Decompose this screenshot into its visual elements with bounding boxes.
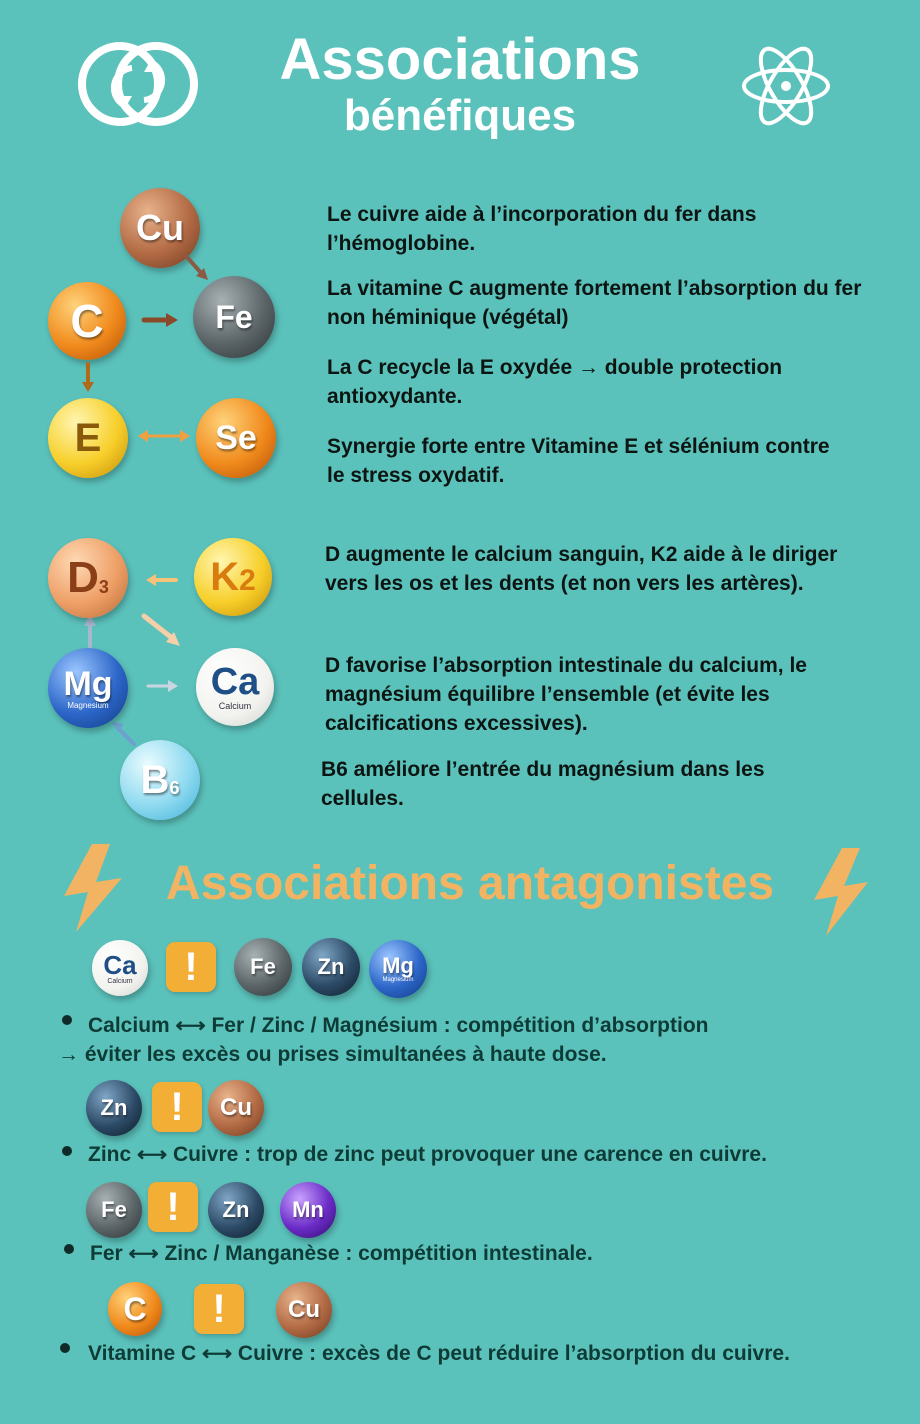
zn-symbol-small: Zn [317, 954, 345, 979]
mn-ball-row3 [280, 1182, 336, 1238]
arrow-d3-ca [144, 616, 172, 638]
fe-symbol: Fe [215, 298, 253, 335]
c-symbol: C [70, 295, 104, 347]
antagonist-title: Associations antagonistes [165, 857, 775, 910]
bullet-1 [62, 1015, 72, 1025]
vitamin-d3-ball [48, 538, 128, 618]
b6-subscript: 6 [169, 777, 180, 798]
cu-symbol: Cu [136, 207, 184, 248]
vitamin-b6-ball [120, 740, 200, 820]
ca-label: Calcium [218, 701, 252, 711]
d3-subscript: 3 [98, 576, 109, 597]
ca-symbol-small: Ca [103, 949, 137, 980]
mg-ball [48, 648, 128, 728]
ca-label-small: Calcium [107, 977, 133, 985]
warning-icon-row2: ! [152, 1082, 202, 1132]
antagonist-text-3: Fer ⟷ Zinc / Manganèse : compétition intestinale. [90, 1242, 593, 1265]
benefic-text-7: B6 améliore l’entrée du magnésium dans les cellules. [321, 758, 765, 810]
mg-label: Magnesium [67, 700, 109, 710]
vitamin-c-ball-row4 [108, 1282, 162, 1336]
antagonist-text-4: Vitamine C ⟷ Cuivre : excès de C peut réduire l’absorption du cuivre. [88, 1342, 790, 1365]
benefic-text-2: La vitamine C augmente fortement l’absorption du fer non héminique (végétal) [327, 277, 862, 329]
d3-symbol: D [67, 553, 99, 602]
e-symbol: E [74, 415, 102, 460]
zn-ball-small [302, 938, 360, 996]
fe-symbol-small: Fe [250, 954, 276, 979]
cu-ball-row2 [208, 1080, 264, 1136]
zn-ball-row3 [208, 1182, 264, 1238]
page-subtitle: bénéfiques [343, 91, 577, 140]
vitamin-k2-ball [194, 538, 272, 616]
mg-symbol: Mg [63, 664, 113, 703]
fe-symbol-row3: Fe [101, 1197, 127, 1222]
cu-ball-row4 [276, 1282, 332, 1338]
cu-symbol-row4: Cu [288, 1296, 320, 1323]
antagonist-text-1: Calcium ⟷ Fer / Zinc / Magnésium : compétition d’absorption [88, 1014, 709, 1037]
zn-ball-row2 [86, 1080, 142, 1136]
warning-icon-row4: ! [194, 1284, 244, 1334]
benefic-text-4: Synergie forte entre Vitamine E et sélénium contre le stress oxydatif. [327, 435, 830, 487]
benefic-text-1: Le cuivre aide à l’incorporation du fer dans l’hémoglobine. [327, 203, 757, 255]
warning-icon: ! [166, 942, 216, 992]
zn-symbol-row2: Zn [100, 1095, 128, 1120]
fe-ball-row3 [86, 1182, 142, 1238]
fe-ball-small [234, 938, 292, 996]
c-symbol-row4: C [123, 1290, 147, 1327]
ca-symbol: Ca [210, 661, 260, 703]
k2-symbol: K [210, 554, 240, 599]
mg-symbol-small: Mg [382, 953, 414, 978]
page-title: Associations [279, 27, 641, 92]
zn-symbol-row3: Zn [222, 1197, 250, 1222]
ca-ball [196, 648, 274, 726]
benefic-text-3: La C recycle la E oxydée → double protection antioxydante. [327, 356, 783, 408]
ca-ball-small [92, 940, 148, 996]
mg-label-small: Magnesium [382, 977, 414, 983]
warning-icon-row3: ! [148, 1182, 198, 1232]
arrow-b6-mg [118, 728, 134, 744]
cu-symbol-row2: Cu [220, 1094, 252, 1121]
antagonist-text-1b: → éviter les excès ou prises simultanées à haute dose. [58, 1043, 607, 1066]
se-symbol: Se [215, 418, 257, 457]
benefic-text-6: D favorise l’absorption intestinale du calcium, le magnésium équilibre l’ensemble (et évite les calcifications excessives). [325, 654, 807, 735]
b6-symbol: B [140, 757, 170, 802]
bullet-3 [64, 1244, 74, 1254]
mn-symbol-row3: Mn [292, 1197, 324, 1222]
antagonist-text-2: Zinc ⟷ Cuivre : trop de zinc peut provoquer une carence en cuivre. [88, 1143, 767, 1166]
arrow-cu-fe [186, 256, 202, 274]
k2-subscript: 2 [239, 564, 256, 597]
bullet-4 [60, 1343, 70, 1353]
bullet-2 [62, 1146, 72, 1156]
benefic-text-5: D augmente le calcium sanguin, K2 aide à le diriger vers les os et les dents (et non vers les artères). [325, 543, 838, 595]
mg-ball-small [369, 940, 427, 998]
